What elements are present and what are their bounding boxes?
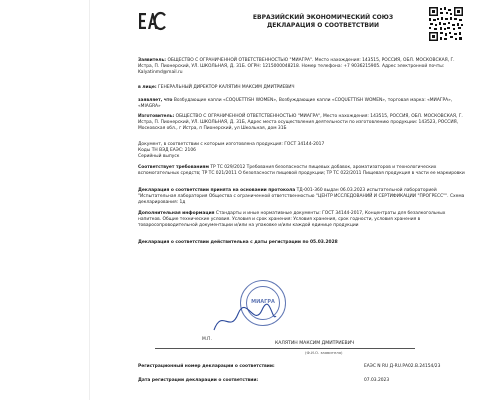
registration-number-row [138,364,468,370]
stamp-text: МИАГРА [251,299,275,305]
basis-label: Декларация о соответствии принята на основании протокола [138,188,296,194]
validity-label: Декларация о соответствии действительна с даты регистрации по [138,240,309,246]
declares-text: Возбудающие капли «COQUETTISH WOMEN», Возбуждающие капли «COQUETTISH WOMEN», торговая марка: «МИАГРА», «MIAGRA» [138,98,453,110]
applicant-text: ОБЩЕСТВО С ОГРАНИЧЕННОЙ ОТВЕТСТВЕННОСТЬЮ "МИАГРА". Место нахождения: 143515, РОССИЯ, ОБЛ. МОСКОВСКАЯ, Г. Истра, П. Пионерский, УЛ. ШКОЛЬНАЯ, Д. 31Б. ОГРН: 1215000048218. Номер телефона: +7 9036215905. Адрес электронной почты: Kalyatinmd@mail.ru [138,58,455,75]
eac-mark [138,10,166,32]
qr-code-icon [428,6,464,42]
eac-logo-icon [138,11,166,31]
document-title: ДЕКЛАРАЦИЯ О СООТВЕТСТВИИ [266,22,380,29]
validity-date: 05.03.2028 [309,240,338,246]
declares-label: заявляет, что [138,98,173,104]
registration-date: 07.03.2023 [364,378,390,383]
director-text: ГЕНЕРАЛЬНЫЙ ДИРЕКТОР КАЛЯТИН МАКСИМ ДМИТРИЕВИЧ [158,85,295,91]
additional-label: Дополнительная информация [138,211,215,217]
manufacturer-label: Изготовитель: [138,114,175,120]
union-title: ЕВРАЗИЙСКИЙ ЭКОНОМИЧЕСКИЙ СОЮЗ [252,14,394,21]
requirements-section [138,165,468,177]
signatory-caption: (Ф.И.О. заявителя) [305,350,343,355]
signatory-name: КАЛЯТИН МАКСИМ ДМИТРИЕВИЧ [275,341,355,346]
basis-section [138,188,468,205]
signature-line [155,348,415,349]
registration-number-label: Регистрационный номер декларации о соответствии: [138,364,275,369]
manufacturer-section [138,114,468,131]
registration-date-label: Дата регистрации декларации о соответствии: [138,378,259,383]
director-label: в лице: [138,85,157,91]
declaration-page [90,0,500,400]
applicant-section [138,58,468,75]
registration-date-row [138,378,468,384]
tnved-codes: Коды ТН ВЭД ЕАЭС: 2106 [138,148,196,154]
signature-icon [210,300,280,340]
registration-number: ЕАЭС N RU Д-RU.РА02.В.24154/23 [364,364,441,369]
validity-section [138,240,468,246]
basis-text: ТД-001-360 выдан 06.03.2023 испытательной лабораторией "Испытательная лаборатория Общества с ограниченной ответственностью "ЦЕНТР ИССЛЕДОВАНИЙ И СЕРТИФИКАЦИИ "ПРОГРЕСС"". Схема декларирования: 1д [138,188,465,205]
product-document: Документ, в соответствии с которым изготовлена продукция: ГОСТ 34144-2017 [138,142,325,148]
additional-text: Стандарты и иные нормативные документы: ГОСТ 34144-2017, Концентраты для безалкогольных напитков. Общие технические условия. Условия и срок хранения: Условия хранения, срок годности, условия хранения в товаросопроводительной документации и/или на упаковке и/или каждой единице продукции [138,211,446,228]
requirements-text: ТР ТС 029/2012 Требования безопасности пищевых добавок, ароматизаторов и технологических вспомогательных средств; ТР ТС 021/2011 О безопасности пищевой продукции; ТР ТС 022/2011 Пищевая продукция в части ее маркировки [138,165,465,177]
mp-label: М.П. [202,337,212,342]
additional-section [138,211,468,228]
requirements-label: Соответствует требованиям [138,165,209,171]
declares-section [138,98,468,110]
applicant-label: Заявитель: [138,58,167,64]
manufacturer-text: ОБЩЕСТВО С ОГРАНИЧЕННОЙ ОТВЕТСТВЕННОСТЬЮ "МИАГРА", Место нахождения: 143515, РОССИЯ, ОБЛ. МОСКОВСКАЯ, Г. Истра, П. Пионерский, УЛ. ШКОЛЬНАЯ, Д. 31Б, Адрес места осуществления деятельности по изготовлению продукции: 143523, РОССИЯ, Московская обл., г Истра, п Пионерский, ул Школьная, дом 31Б [138,114,463,131]
director-section [138,85,468,91]
batch-type: Серийный выпуск [138,154,180,160]
